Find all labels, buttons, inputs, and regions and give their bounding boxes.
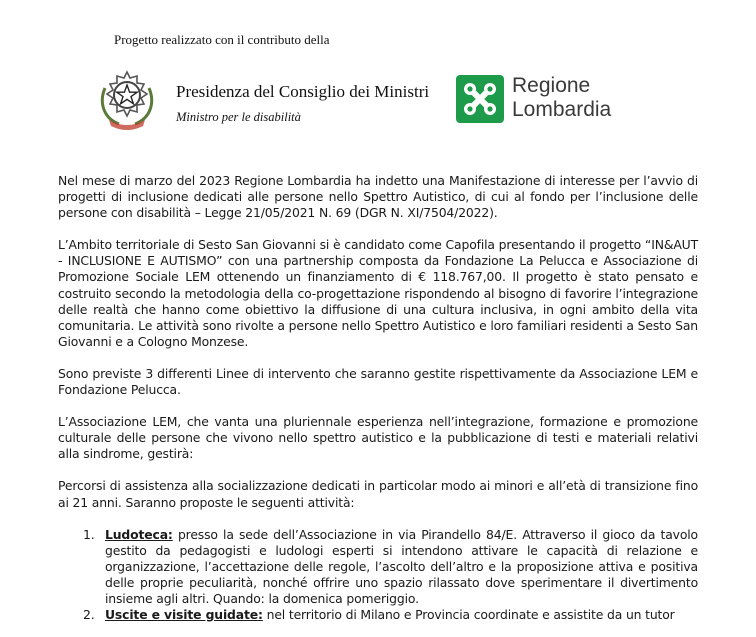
region-name-line2: Lombardia	[512, 98, 612, 121]
paragraph: Percorsi di assistenza alla socializzazione dedicati in particolar modo ai minori e all’età di transizione fino ai 21 anni. Saranno proposte le seguenti attività:	[58, 478, 698, 510]
presidency-title: Presidenza del Consiglio dei Ministri	[176, 82, 430, 101]
paragraph: Sono previste 3 differenti Linee di intervento che saranno gestite rispettivamente da Associazione LEM e Fondazione Pelucca.	[58, 365, 698, 398]
paragraph: Nel mese di marzo del 2023 Regione Lombardia ha indetto una Manifestazione di interesse per l’avvio di progetti di inclusione dedicati alle persone nello Spettro Autistico, di cui al fondo per l’inclusione delle persone con disabilità – Legge 21/05/2021 N. 69 (DGR N. XI/7504/2022).	[58, 173, 698, 221]
activities-list	[58, 527, 698, 624]
activity-text: nel territorio di Milano e Provincia coordinate e assistite da un tutor	[262, 607, 675, 623]
presidency-subtitle: Ministro per le disabilità	[176, 110, 301, 124]
activity-text: presso la sede dell’Associazione in via Pirandello 84/E. Attraverso il gioco da tavolo gestito da pedagogisti e ludologi esperti si intendono attivare le capacità di relazione e organizzazione, l’accettazione delle regole, l’ascolto dell’altro e la proposizione attiva e positiva delle proprie peculiarità, nonché offrire uno spazio rilassato dove sperimentare il divertimento insieme agli altri. Quando: la domenica pomeriggio.	[105, 526, 698, 606]
intro-line: Progetto realizzato con il contributo della	[114, 32, 330, 47]
list-item	[58, 527, 698, 607]
activity-label: Ludoteca:	[105, 526, 173, 542]
list-number: 1.	[83, 526, 95, 542]
activity-label: Uscite e visite guidate:	[105, 607, 263, 623]
list-number: 2.	[83, 607, 95, 623]
regione-lombardia-logo-icon	[456, 75, 504, 123]
paragraph: L’Ambito territoriale di Sesto San Giovanni si è candidato come Capofila presentando il progetto “IN&AUT - INCLUSIONE E AUTISMO” con una partnership composta da Fondazione La Pelucca e Associazione di Promozione Sociale LEM ottenendo un finanziamento di € 118.767,00. Il progetto è stato pensato e costruito secondo la metodologia della co-progettazione rispondendo al bisogno di favorire l’integrazione delle realtà che hanno come obiettivo la diffusione di una cultura inclusiva, in ogni ambito della vita comunitaria. Le attività sono rivolte a persone nello Spettro Autistico e loro familiari residenti a Sesto San Giovanni e a Cologno Monzese.	[58, 237, 698, 349]
paragraph: L’Associazione LEM, che vanta una pluriennale esperienza nell’integrazione, formazione e promozione culturale delle persone che vivono nello spettro autistico e la pubblicazione di testi e materiali relativi alla sindrome, gestirà:	[58, 414, 698, 462]
italian-republic-emblem	[97, 68, 157, 132]
region-name-line1: Regione	[512, 74, 591, 97]
list-item	[58, 607, 698, 623]
document-body	[58, 173, 698, 623]
regione-lombardia-wordmark	[512, 74, 611, 122]
